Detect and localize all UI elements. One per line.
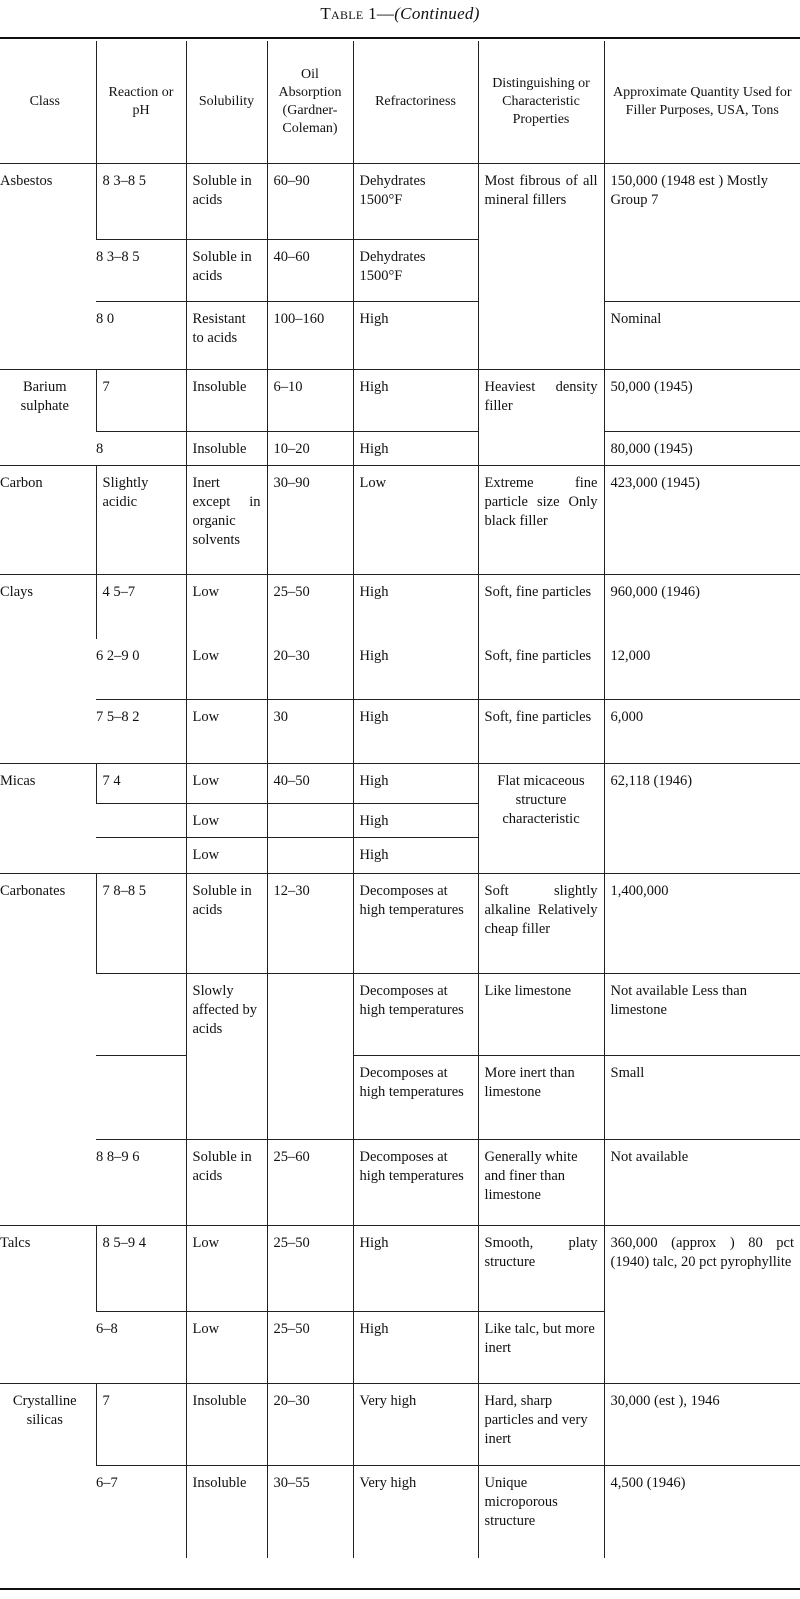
table-row (0, 302, 800, 370)
properties-cell: Soft, fine particles (478, 575, 604, 639)
refractoriness-cell: Decomposes at high temperatures (353, 1140, 478, 1226)
class-cell: Clays (0, 575, 96, 764)
refractoriness-cell: High (353, 764, 478, 804)
bottom-rule (0, 1588, 800, 1590)
quantity-cell: 1,400,000 (604, 874, 800, 974)
oil-cell: 20–30 (267, 1384, 353, 1466)
oil-cell: 25–50 (267, 575, 353, 639)
table-row (0, 700, 800, 764)
refractoriness-cell: High (353, 432, 478, 466)
quantity-cell: 423,000 (1945) (604, 466, 800, 575)
solubility-cell: Low (186, 838, 267, 874)
solubility-cell: Insoluble (186, 1384, 267, 1466)
oil-cell: 12–30 (267, 874, 353, 974)
solubility-cell: Low (186, 804, 267, 838)
table-row (0, 1056, 800, 1140)
col-header-refractoriness: Refractoriness (353, 41, 478, 164)
oil-cell (267, 838, 353, 874)
ph-cell: 8 8–9 6 (96, 1140, 186, 1226)
refractoriness-cell: High (353, 1312, 478, 1384)
solubility-cell: Inert except in organic solvents (186, 466, 267, 575)
table-title-suffix: (Continued) (394, 4, 480, 23)
refractoriness-cell: High (353, 370, 478, 432)
refractoriness-cell: Decomposes at high temperatures (353, 874, 478, 974)
quantity-cell: 62,118 (1946) (604, 764, 800, 874)
solubility-cell: Low (186, 1226, 267, 1312)
ph-cell: 7 8–8 5 (96, 874, 186, 974)
table-title: Table 1—(Continued) (320, 4, 480, 23)
quantity-cell: 4,500 (1946) (604, 1466, 800, 1558)
table-row (0, 1140, 800, 1226)
oil-cell: 30–90 (267, 466, 353, 575)
table-row (0, 164, 800, 240)
class-cell: Barium sulphate (0, 370, 96, 466)
quantity-cell: Nominal (604, 302, 800, 370)
oil-cell: 60–90 (267, 164, 353, 240)
ph-cell (96, 974, 186, 1056)
quantity-cell: Not available (604, 1140, 800, 1226)
solubility-cell: Soluble in acids (186, 874, 267, 974)
ph-cell: 7 (96, 370, 186, 432)
properties-cell: Soft, fine particles (478, 639, 604, 700)
properties-cell: Heaviest density filler (478, 370, 604, 466)
table-row (0, 466, 800, 575)
properties-cell: Most fibrous of all mineral fillers (478, 164, 604, 370)
table-row (0, 874, 800, 974)
properties-cell: More inert than limestone (478, 1056, 604, 1140)
oil-cell: 10–20 (267, 432, 353, 466)
col-header-quantity: Approximate Quantity Used for Filler Purposes, USA, Tons (604, 41, 800, 164)
solubility-cell: Soluble in acids (186, 240, 267, 302)
table-row (0, 1384, 800, 1466)
refractoriness-cell: Decomposes at high temperatures (353, 1056, 478, 1140)
properties-cell: Unique microporous structure (478, 1466, 604, 1558)
oil-cell: 30 (267, 700, 353, 764)
properties-cell: Soft, fine particles (478, 700, 604, 764)
ph-cell: 6 2–9 0 (96, 647, 140, 664)
properties-cell: Smooth, platy structure (478, 1226, 604, 1312)
solubility-cell: Low (186, 700, 267, 764)
oil-cell (267, 804, 353, 838)
solubility-cell: Insoluble (186, 432, 267, 466)
quantity-cell: Small (604, 1056, 800, 1140)
class-cell: Carbon (0, 466, 96, 575)
ph-cell: 8 0 (96, 302, 186, 370)
oil-cell: 30–55 (267, 1466, 353, 1558)
oil-cell: 40–50 (267, 764, 353, 804)
quantity-cell: 360,000 (approx ) 80 pct (1940) talc, 20 pct pyrophyllite (604, 1226, 800, 1384)
oil-cell: 6–10 (267, 370, 353, 432)
ph-cell (96, 804, 186, 838)
header-row (0, 41, 800, 164)
refractoriness-cell: High (353, 302, 478, 370)
refractoriness-cell: Decomposes at high temperatures (353, 974, 478, 1056)
oil-cell: 25–50 (267, 1226, 353, 1312)
oil-cell (267, 974, 353, 1140)
properties-cell: Like limestone (478, 974, 604, 1056)
table-row (0, 1226, 800, 1312)
solubility-cell: Soluble in acids (186, 1140, 267, 1226)
refractoriness-cell: High (353, 804, 478, 838)
col-header-oil: Oil Absorption (Gardner-Coleman) (267, 41, 353, 164)
table-row (0, 974, 800, 1056)
solubility-cell: Low (186, 639, 267, 700)
quantity-cell: 80,000 (1945) (604, 432, 800, 466)
table-row (0, 639, 800, 700)
table-title-main: Table 1 (320, 4, 377, 23)
table-row (0, 370, 800, 432)
refractoriness-cell: High (353, 1226, 478, 1312)
quantity-cell: Not available Less than limestone (604, 974, 800, 1056)
class-cell: Crystalline silicas (0, 1384, 96, 1558)
refractoriness-cell: Very high (353, 1466, 478, 1558)
properties-cell: Like talc, but more inert (478, 1312, 604, 1384)
oil-cell: 40–60 (267, 240, 353, 302)
refractoriness-cell: Low (353, 466, 478, 575)
class-cell: Carbonates (0, 874, 96, 1226)
oil-cell: 20–30 (267, 639, 353, 700)
properties-cell: Extreme fine particle size Only black filler (478, 466, 604, 575)
quantity-cell: 150,000 (1948 est ) Mostly Group 7 (604, 164, 800, 302)
ph-cell: 8 (96, 432, 186, 466)
table-row (0, 575, 800, 639)
solubility-cell: Insoluble (186, 370, 267, 432)
table-row (0, 432, 800, 466)
oil-cell: 100–160 (267, 302, 353, 370)
ph-cell: 6–8 (96, 1312, 186, 1384)
properties-cell: Flat micaceous structure characteristic (478, 764, 604, 874)
quantity-cell: 30,000 (est ), 1946 (604, 1384, 800, 1466)
table-row (0, 764, 800, 804)
refractoriness-cell: Very high (353, 1384, 478, 1466)
oil-cell: 25–60 (267, 1140, 353, 1226)
refractoriness-cell: High (353, 838, 478, 874)
refractoriness-cell: High (353, 700, 478, 764)
col-header-properties: Distinguishing or Characteristic Properties (478, 41, 604, 164)
quantity-cell: 6,000 (604, 700, 800, 764)
ph-cell (96, 1056, 186, 1140)
solubility-cell: Slowly affected by acids (186, 974, 267, 1140)
col-header-ph: Reaction or pH (96, 41, 186, 164)
refractoriness-cell: High (353, 639, 478, 700)
quantity-cell: 12,000 (604, 639, 800, 700)
col-header-class: Class (0, 41, 96, 164)
top-rule (0, 37, 800, 39)
ph-cell: 8 3–8 5 (96, 164, 186, 240)
quantity-cell: 50,000 (1945) (604, 370, 800, 432)
solubility-cell: Low (186, 1312, 267, 1384)
ph-cell: 8 3–8 5 (96, 240, 186, 302)
solubility-cell: Resistant to acids (186, 302, 267, 370)
refractoriness-cell: High (353, 575, 478, 639)
class-cell: Talcs (0, 1226, 96, 1384)
ph-cell: 7 5–8 2 (96, 700, 186, 764)
col-header-solubility: Solubility (186, 41, 267, 164)
refractoriness-cell: Dehydrates 1500°F (353, 240, 478, 302)
refractoriness-cell: Dehydrates 1500°F (353, 164, 478, 240)
properties-cell: Hard, sharp particles and very inert (478, 1384, 604, 1466)
properties-cell: Generally white and finer than limestone (478, 1140, 604, 1226)
ph-cell: 7 4 (96, 764, 186, 804)
solubility-cell: Insoluble (186, 1466, 267, 1558)
filler-table (0, 41, 800, 1558)
class-cell: Micas (0, 764, 96, 874)
ph-cell: 6–7 (96, 1466, 186, 1558)
solubility-cell: Low (186, 575, 267, 639)
table-row (0, 1466, 800, 1558)
ph-cell: 4 5–7 (96, 575, 186, 639)
ph-cell: 8 5–9 4 (96, 1226, 186, 1312)
class-cell: Asbestos (0, 164, 96, 370)
properties-cell: Soft slightly alkaline Relatively cheap filler (478, 874, 604, 974)
oil-cell: 25–50 (267, 1312, 353, 1384)
ph-cell (96, 838, 186, 874)
solubility-cell: Soluble in acids (186, 164, 267, 240)
ph-cell: Slightly acidic (96, 466, 186, 575)
quantity-cell: 960,000 (1946) (604, 575, 800, 639)
ph-cell: 7 (96, 1384, 186, 1466)
solubility-cell: Low (186, 764, 267, 804)
